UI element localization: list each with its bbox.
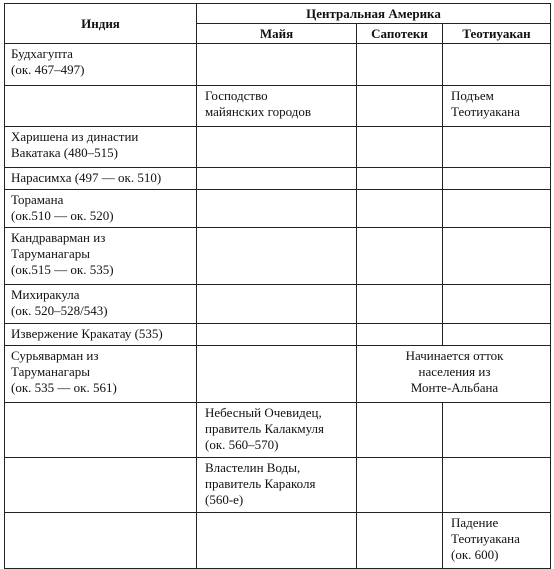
- india-cell: [5, 86, 197, 127]
- maya-cell: [197, 228, 357, 285]
- header-maya: Майя: [197, 24, 357, 44]
- india-cell: [5, 403, 197, 458]
- india-cell: Харишена из династии Вакатака (480–515): [5, 127, 197, 168]
- teotihuacan-cell: [443, 127, 551, 168]
- india-cell: Кандраварман из Таруманагары (ок.515 — ок. 535): [5, 228, 197, 285]
- zapotec-cell: [357, 168, 443, 190]
- maya-cell: [197, 324, 357, 346]
- table-row: [5, 228, 551, 285]
- india-cell: Будхагупта (ок. 467–497): [5, 44, 197, 86]
- zapotec-cell: [357, 513, 443, 569]
- teotihuacan-cell: Подъем Теотиуакана: [443, 86, 551, 127]
- india-cell: [5, 458, 197, 513]
- zapotec-cell: [357, 190, 443, 228]
- header-teotihuacan: Теотиуакан: [443, 24, 551, 44]
- zapotec-teotihuacan-cell: Начинается отток населения из Монте-Альбана: [357, 346, 551, 403]
- teotihuacan-cell: [443, 285, 551, 324]
- table-row: [5, 513, 551, 569]
- table-row: [5, 346, 551, 403]
- header-india: Индия: [5, 4, 197, 44]
- document-page: [4, 3, 551, 569]
- india-cell: Сурьяварман из Таруманагары (ок. 535 — ок. 561): [5, 346, 197, 403]
- maya-cell: Небесный Очевидец, правитель Калакмуля (ок. 560–570): [197, 403, 357, 458]
- maya-cell: [197, 44, 357, 86]
- maya-cell: Господство майянских городов: [197, 86, 357, 127]
- india-cell: Торамана (ок.510 — ок. 520): [5, 190, 197, 228]
- table-row: [5, 285, 551, 324]
- table-row: [5, 324, 551, 346]
- teotihuacan-cell: [443, 228, 551, 285]
- table-row: [5, 458, 551, 513]
- teotihuacan-cell: [443, 190, 551, 228]
- zapotec-cell: [357, 228, 443, 285]
- teotihuacan-cell: [443, 168, 551, 190]
- table-row: [5, 403, 551, 458]
- teotihuacan-cell: [443, 458, 551, 513]
- table-row: [5, 168, 551, 190]
- india-cell: [5, 513, 197, 569]
- zapotec-cell: [357, 458, 443, 513]
- india-cell: Нарасимха (497 — ок. 510): [5, 168, 197, 190]
- table-row: [5, 86, 551, 127]
- zapotec-cell: [357, 285, 443, 324]
- header-row-1: [5, 4, 551, 24]
- zapotec-cell: [357, 86, 443, 127]
- table-row: [5, 190, 551, 228]
- maya-cell: [197, 513, 357, 569]
- maya-cell: [197, 127, 357, 168]
- india-cell: Михиракула (ок. 520–528/543): [5, 285, 197, 324]
- maya-cell: [197, 285, 357, 324]
- teotihuacan-cell: [443, 44, 551, 86]
- zapotec-cell: [357, 44, 443, 86]
- teotihuacan-cell: [443, 324, 551, 346]
- header-central-america: Центральная Америка: [197, 4, 551, 24]
- maya-cell: Властелин Воды, правитель Караколя (560-е): [197, 458, 357, 513]
- header-zapotec: Сапотеки: [357, 24, 443, 44]
- chronology-table: [4, 3, 551, 569]
- india-cell: Извержение Кракатау (535): [5, 324, 197, 346]
- table-row: [5, 44, 551, 86]
- teotihuacan-cell: [443, 403, 551, 458]
- teotihuacan-cell: Падение Теотиуакана (ок. 600): [443, 513, 551, 569]
- zapotec-cell: [357, 403, 443, 458]
- table-row: [5, 127, 551, 168]
- maya-cell: [197, 346, 357, 403]
- zapotec-cell: [357, 127, 443, 168]
- zapotec-cell: [357, 324, 443, 346]
- maya-cell: [197, 190, 357, 228]
- maya-cell: [197, 168, 357, 190]
